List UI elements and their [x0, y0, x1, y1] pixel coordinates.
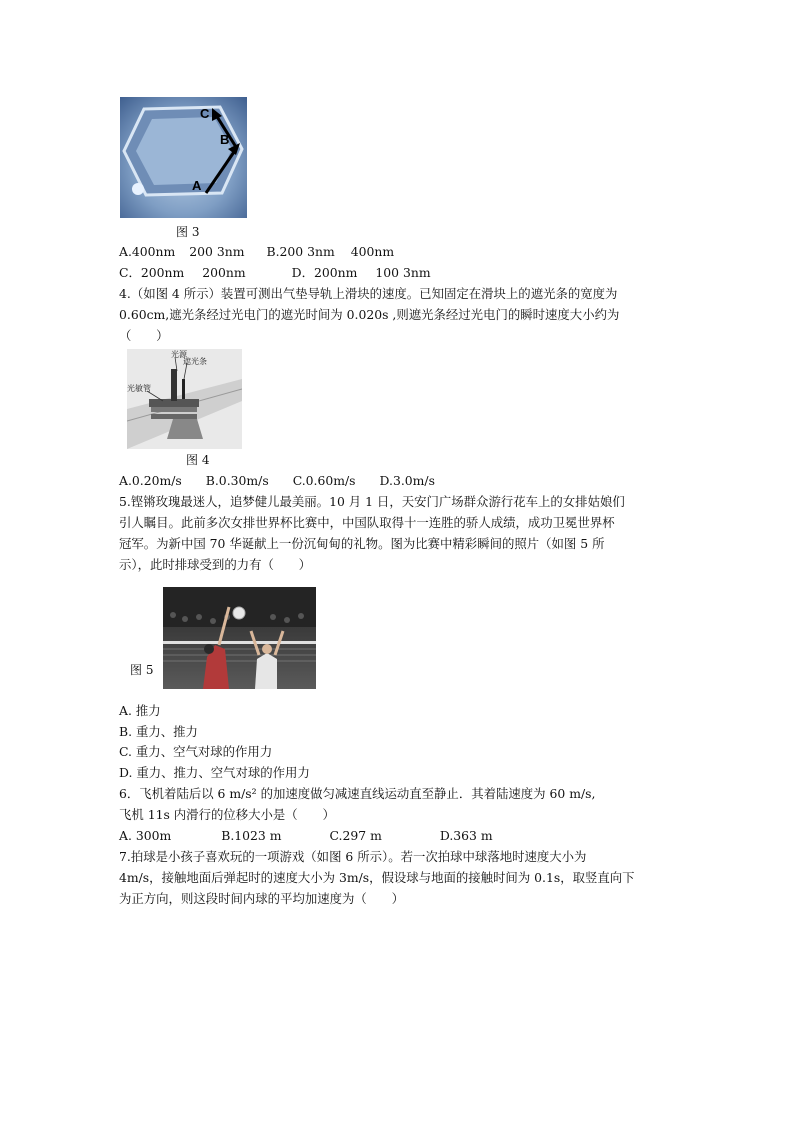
slider-body [167, 419, 203, 439]
player-2-head [204, 644, 214, 654]
q3-option-b-value2: 400nm [350, 244, 395, 259]
fig4-label-tube: 光敏管 [127, 384, 151, 393]
q3-option-a-value2: 200 3nm [189, 244, 245, 259]
q6-options-row [119, 828, 493, 844]
figure-4-image [127, 349, 242, 449]
q5-option-a: A. 推力 [119, 703, 161, 718]
q3-option-d-value2: 100 3nm [375, 265, 431, 280]
shading-strip [182, 379, 185, 399]
q7-text-line-3: 为正方向，则这段时间内球的平均加速度为（ ） [119, 891, 404, 906]
q5-option-b: B. 重力、推力 [119, 724, 198, 739]
player-14-body [255, 653, 277, 689]
q4-text-line-1: 4.（如图 4 所示）装置可测出气垫导轨上滑块的速度。已知固定在滑块上的遮光条的宽度为 [119, 286, 618, 301]
net-top-band [163, 641, 316, 644]
q3-option-c-value2: 200nm [202, 265, 246, 280]
fig4-label-source: 光源 [171, 350, 187, 359]
light-spot [132, 183, 144, 195]
q4-option-b: B.0.30m/s [205, 473, 269, 488]
q3-option-b: B.200 3nm [266, 244, 335, 259]
figure-3-caption: 图 3 [176, 225, 200, 239]
q3-option-a: A.400nm [119, 244, 176, 259]
q4-option-d: D.3.0m/s [379, 473, 435, 488]
q5-text-line-4: 示），此时排球受到的力有（ ） [119, 557, 312, 572]
q5-text-line-2: 引人瞩目。此前多次女排世界杯比赛中，中国队取得十一连胜的骄人成绩，成功卫冕世界杯 [119, 515, 615, 530]
q6-text-line-1: 6．飞机着陆后以 6 m/s² 的加速度做匀减速直线运动直至静止．其着陆速度为 60 m/s, [119, 786, 596, 801]
figure-5-image [163, 587, 316, 689]
player-14-head [262, 644, 272, 654]
fig3-label-c: C [200, 106, 210, 121]
figure-3-drawing [120, 97, 247, 218]
fig4-label-strip: 遮光条 [183, 357, 207, 366]
q6-text-line-2: 飞机 11s 内滑行的位移大小是（ ） [119, 807, 335, 822]
q3-option-d: D．200nm [291, 265, 358, 280]
q4-option-c: C.0.60m/s [292, 473, 356, 488]
figure-3-image [120, 97, 247, 218]
source-pointer [175, 357, 177, 371]
q3-options-row-1 [119, 244, 394, 260]
figure-5-caption: 图 5 [130, 663, 154, 677]
q5-text-line-1: 5.铿锵玫瑰最迷人，追梦健儿最美丽。10 月 1 日，天安门广场群众游行花车上的女排姑娘们 [119, 494, 625, 509]
volleyball [233, 607, 245, 619]
q6-option-a: A. 300m [119, 828, 172, 843]
fig3-label-a: A [192, 178, 202, 193]
net-mesh [163, 649, 316, 661]
fig3-label-b: B [220, 132, 230, 147]
q5-text-line-3: 冠军。为新中国 70 华诞献上一份沉甸甸的礼物。图为比赛中精彩瞬间的照片（如图 5 所 [119, 536, 605, 551]
q4-option-a: A.0.20m/s [119, 473, 182, 488]
q7-text-line-1: 7.拍球是小孩子喜欢玩的一项游戏（如图 6 所示）。若一次拍球中球落地时速度大小为 [119, 849, 587, 864]
light-gate-post [171, 369, 177, 401]
q6-option-c: C.297 m [329, 828, 382, 843]
slider-rib-2 [151, 414, 197, 419]
figure-4-drawing [127, 349, 242, 449]
q3-options-row-2 [119, 265, 431, 281]
slider-rib-1 [151, 407, 197, 412]
q4-text-line-3: （ ） [119, 328, 169, 343]
q5-option-d: D. 重力、推力、空气对球的作用力 [119, 765, 310, 780]
figure-5-drawing [163, 587, 316, 689]
q3-option-c: C．200nm [119, 265, 185, 280]
q6-option-d: D.363 m [439, 828, 493, 843]
q5-option-c: C. 重力、空气对球的作用力 [119, 744, 273, 759]
figure-4-caption: 图 4 [186, 453, 210, 467]
q4-text-line-2: 0.60cm,遮光条经过光电门的遮光时间为 0.020s ,则遮光条经过光电门的瞬时速度大小约为 [119, 307, 620, 322]
q4-options-row [119, 473, 435, 489]
q6-option-b: B.1023 m [221, 828, 282, 843]
q7-text-line-2: 4m/s，接触地面后弹起时的速度大小为 3m/s，假设球与地面的接触时间为 0.1s，取竖直向下 [119, 870, 635, 885]
